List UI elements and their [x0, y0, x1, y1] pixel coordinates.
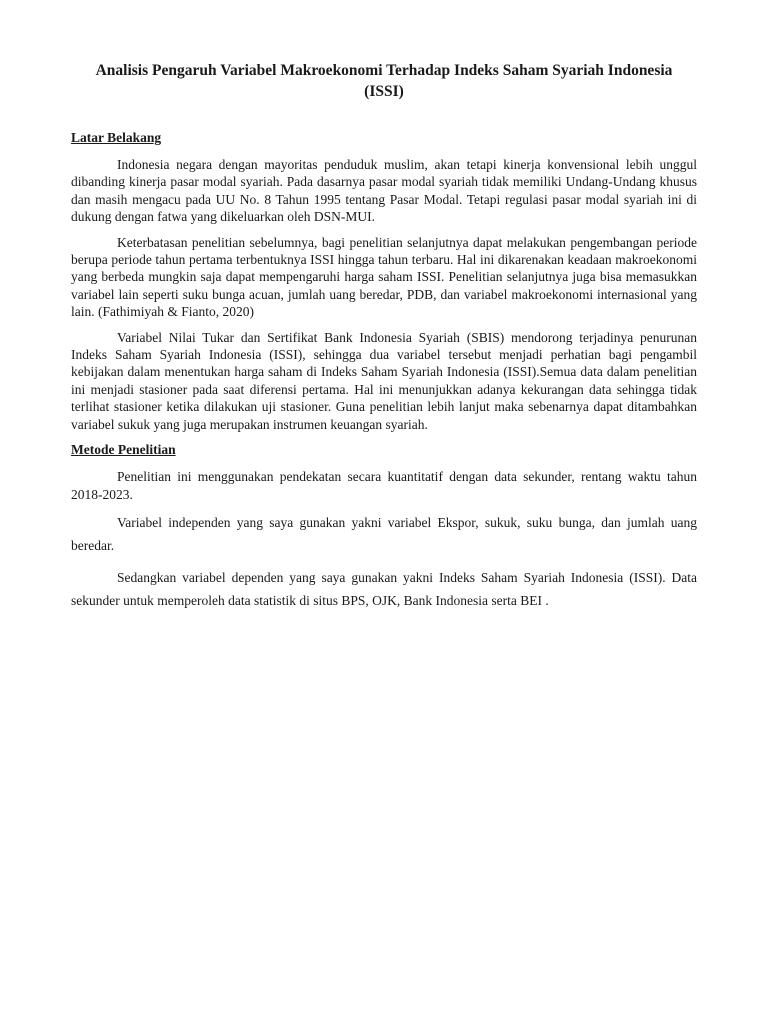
- paragraph: Penelitian ini menggunakan pendekatan secara kuantitatif dengan data sekunder, rentang waktu tahun 2018-2023.: [71, 469, 697, 502]
- paragraph: Variabel Nilai Tukar dan Sertifikat Bank Indonesia Syariah (SBIS) mendorong terjadinya penurunan Indeks Saham Syariah Indonesia (ISSI), sehingga dua variabel tersebut menjadi perhatian bagi pengambil kebijakan dalam menentukan harga saham di Indeks Saham Syariah Indonesia (ISSI).Semua data dalam penelitian ini menjadi stasioner pada saat diferensi pertama. Hal ini menunjukkan adanya kekurangan data sehingga tidak terlihat stasioner ketika dilakukan uji stasioner. Guna penelitian lebih lanjut maka sebenarnya dapat ditambahkan variabel sukuk yang juga merupakan instrumen keuangan syariah.: [71, 329, 697, 432]
- paragraph: Variabel independen yang saya gunakan yakni variabel Ekspor, sukuk, suku bunga, dan jumlah uang beredar.: [71, 514, 697, 553]
- paragraph: Indonesia negara dengan mayoritas penduduk muslim, akan tetapi kinerja konvensional lebih unggul dibanding kinerja pasar modal syariah. Pada dasarnya pasar modal syariah tidak memiliki Undang-Undang khusus dan masih mengacu pada UU No. 8 Tahun 1995 tentang Pasar Modal. Tetapi regulasi pasar modal syariah ini di dukung dengan fatwa yang dikeluarkan oleh DSN-MUI.: [71, 157, 697, 225]
- document-title: Analisis Pengaruh Variabel Makroekonomi Terhadap Indeks Saham Syariah Indonesia (ISSI): [95, 62, 673, 100]
- section-latar-belakang: [71, 129, 697, 433]
- paragraph: Sedangkan variabel dependen yang saya gunakan yakni Indeks Saham Syariah Indonesia (ISSI). Data sekunder untuk memperoleh data statistik di situs BPS, OJK, Bank Indonesia serta BEI .: [71, 569, 697, 608]
- document-page: [71, 60, 697, 621]
- section-metode-penelitian: [71, 441, 697, 612]
- section-heading: Metode Penelitian: [71, 442, 176, 458]
- paragraph: Keterbatasan penelitian sebelumnya, bagi penelitian selanjutnya dapat melakukan pengembangan periode berupa periode tahun pertama terbentuknya ISSI hingga tahun terbaru. Hal ini dikarenakan keadaan makroekonomi yang berbeda mungkin saja dapat mempengaruhi harga saham ISSI. Penelitian selanjutnya juga bisa memasukkan variabel lain seperti suku bunga acuan, jumlah uang beredar, PDB, dan variabel makroekonomi internasional yang lain. (Fathimiyah & Fianto, 2020): [71, 234, 697, 320]
- section-heading: Latar Belakang: [71, 130, 162, 145]
